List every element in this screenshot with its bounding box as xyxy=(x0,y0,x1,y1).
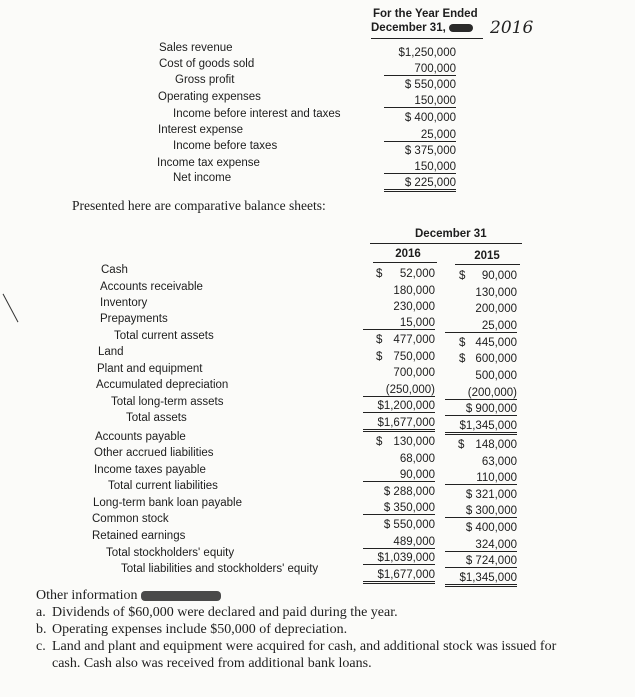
bs-col-2016: 2016 xyxy=(395,248,421,260)
ink-scribble xyxy=(141,591,221,601)
bs-value-2016: $1,200,000 xyxy=(363,400,435,413)
bs-header: December 31 xyxy=(415,228,487,240)
is-header-rule xyxy=(371,38,483,39)
bs-value-2015: 110,000 xyxy=(445,472,517,485)
bs-label: Cash xyxy=(101,264,128,276)
bs-value-2016: 489,000 xyxy=(363,536,435,549)
bs-value-2015: $ 321,000 xyxy=(465,489,517,501)
dollar-sign: $ xyxy=(458,439,465,451)
bs-header-rule xyxy=(370,243,522,244)
bs-value-2016: 230,000 xyxy=(393,301,435,313)
bs-label: Accounts payable xyxy=(95,431,186,443)
list-text: Dividends of $60,000 were declared and paid during the year. xyxy=(52,605,398,620)
bs-value-2016: $1,039,000 xyxy=(363,552,435,565)
bs-value-2015: $1,345,000 xyxy=(445,572,517,587)
is-value: $ 375,000 xyxy=(404,145,456,157)
is-label: Income tax expense xyxy=(157,157,260,169)
is-value: 700,000 xyxy=(384,63,456,76)
is-value: $1,250,000 xyxy=(398,47,456,59)
bs-value-2016: 52,000 xyxy=(399,268,435,280)
bs-label: Inventory xyxy=(100,297,148,309)
dollar-sign: $ xyxy=(376,268,383,280)
bs-label: Income taxes payable xyxy=(94,464,206,476)
bs-value-2015: 500,000 xyxy=(475,370,517,382)
bs-label: Accounts receivable xyxy=(100,281,203,293)
bs-value-2016: $ 550,000 xyxy=(383,519,435,531)
list-marker: c. xyxy=(36,639,46,654)
dollar-sign: $ xyxy=(459,270,466,282)
bs-value-2015: $ 300,000 xyxy=(445,505,517,518)
bs-value-2015: $ 900,000 xyxy=(445,403,517,416)
bs-value-2016: $ 288,000 xyxy=(383,486,435,498)
dollar-sign: $ xyxy=(459,337,466,349)
bs-value-2015: 148,000 xyxy=(475,439,517,451)
is-value: $ 225,000 xyxy=(384,177,456,192)
list-marker: b. xyxy=(36,622,47,637)
bs-label: Total long-term assets xyxy=(111,396,224,408)
is-header-year-handwritten: 2016 xyxy=(490,18,534,38)
bs-label: Total liabilities and stockholders' equity xyxy=(121,563,319,575)
bs-label: Common stock xyxy=(92,513,169,525)
list-text: cash. Cash also was received from additional bank loans. xyxy=(52,656,372,671)
list-marker: a. xyxy=(36,605,46,620)
bs-value-2015: $ 724,000 xyxy=(445,555,517,568)
is-label: Cost of goods sold xyxy=(159,58,255,70)
list-item xyxy=(52,656,372,672)
list-text: Land and plant and equipment were acquired for cash, and additional stock was issued for xyxy=(52,639,557,654)
bs-label: Total stockholders' equity xyxy=(106,547,235,559)
is-value: $ 550,000 xyxy=(404,79,456,91)
is-label: Operating expenses xyxy=(158,91,261,103)
bs-value-2015: 600,000 xyxy=(475,353,517,365)
bs-value-2015: 445,000 xyxy=(475,337,517,349)
margin-mark xyxy=(3,294,19,323)
bs-value-2016: $1,677,000 xyxy=(363,569,435,584)
is-value: $ 400,000 xyxy=(404,112,456,124)
bs-value-2015: 130,000 xyxy=(475,287,517,299)
bs-label: Accumulated depreciation xyxy=(96,379,229,391)
bs-col-2015: 2015 xyxy=(474,250,500,262)
dollar-sign: $ xyxy=(376,436,383,448)
bs-col-2015-rule xyxy=(455,264,520,265)
other-info-title-text: Other information xyxy=(36,588,138,603)
is-value: 150,000 xyxy=(384,161,456,174)
dollar-sign: $ xyxy=(376,351,383,363)
bs-label: Retained earnings xyxy=(92,530,186,542)
is-header-line1: For the Year Ended xyxy=(373,8,478,20)
bs-value-2016: 130,000 xyxy=(393,436,435,448)
bs-value-2015: 200,000 xyxy=(475,303,517,315)
list-text: Operating expenses include $50,000 of depreciation. xyxy=(52,622,348,637)
bs-value-2015: 63,000 xyxy=(481,456,517,468)
bs-value-2016: 68,000 xyxy=(399,453,435,465)
bs-label: Plant and equipment xyxy=(97,363,203,375)
bs-value-2016: $ 350,000 xyxy=(363,502,435,515)
dollar-sign: $ xyxy=(376,334,383,346)
is-label: Interest expense xyxy=(158,124,244,136)
is-value: 25,000 xyxy=(384,129,456,142)
bs-value-2015: $ 400,000 xyxy=(465,522,517,534)
bs-value-2015: $1,345,000 xyxy=(445,420,517,435)
is-value: 150,000 xyxy=(384,95,456,108)
bs-value-2016: (250,000) xyxy=(363,384,435,397)
bs-value-2016: 750,000 xyxy=(393,351,435,363)
list-item xyxy=(36,605,398,621)
is-label: Income before interest and taxes xyxy=(173,108,341,120)
bs-value-2016: 700,000 xyxy=(393,367,435,379)
is-label: Net income xyxy=(173,172,232,184)
bs-label: Total current assets xyxy=(114,330,214,342)
bs-label: Total assets xyxy=(126,412,187,424)
list-item xyxy=(36,639,556,655)
bs-label: Other accrued liabilities xyxy=(94,447,214,459)
bs-value-2015: 324,000 xyxy=(445,539,517,552)
bs-value-2016: 477,000 xyxy=(393,334,435,346)
bs-value-2016: $1,677,000 xyxy=(363,417,435,432)
intro-text: Presented here are comparative balance sheets: xyxy=(72,198,326,213)
bs-value-2015: 90,000 xyxy=(481,270,517,282)
bs-value-2015: (200,000) xyxy=(445,387,517,400)
is-label: Gross profit xyxy=(175,74,235,86)
bs-value-2016: 90,000 xyxy=(363,469,435,482)
list-item xyxy=(36,622,347,638)
bs-label: Land xyxy=(98,346,124,358)
ink-blot xyxy=(449,24,473,32)
bs-label: Prepayments xyxy=(100,313,168,325)
is-label: Income before taxes xyxy=(173,140,278,152)
bs-label: Long-term bank loan payable xyxy=(93,497,242,509)
bs-col-2016-rule xyxy=(373,262,437,263)
bs-value-2016: 15,000 xyxy=(363,317,435,330)
bs-value-2015: 25,000 xyxy=(445,320,517,333)
dollar-sign: $ xyxy=(459,353,466,365)
is-label: Sales revenue xyxy=(159,42,233,54)
bs-value-2016: 180,000 xyxy=(393,285,435,297)
bs-label: Total current liabilities xyxy=(108,480,218,492)
is-header-date: December 31, xyxy=(371,22,446,34)
is-header-line2 xyxy=(371,22,473,34)
other-info-title xyxy=(36,588,221,604)
